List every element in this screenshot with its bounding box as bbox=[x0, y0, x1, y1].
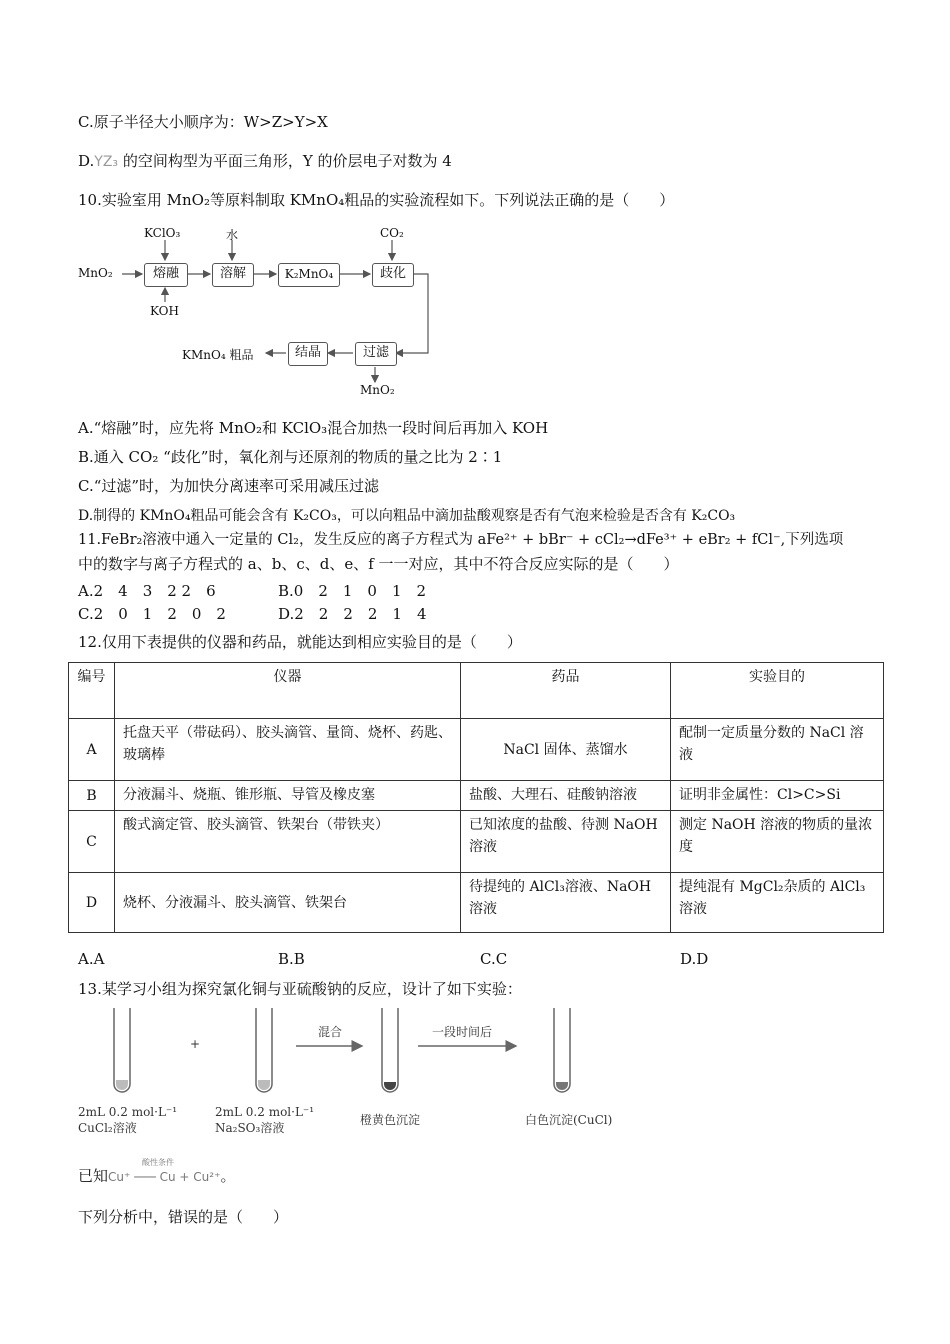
q10-option-c: C.“过滤”时，为加快分离速率可采用减压过滤 bbox=[78, 477, 380, 495]
row-id: C bbox=[69, 811, 115, 873]
row-instrument: 分液漏斗、烧瓶、锥形瓶、导管及橡皮塞 bbox=[115, 781, 461, 811]
known-equation: Cu⁺ ─── Cu + Cu²⁺ bbox=[108, 1170, 221, 1184]
tube1-label-line2: CuCl₂溶液 bbox=[78, 1121, 137, 1135]
row-instrument: 托盘天平（带砝码）、胶头滴管、量筒、烧杯、药匙、玻璃棒 bbox=[115, 719, 461, 781]
plus-sign: + bbox=[190, 1037, 201, 1051]
q11-stem-line2: 中的数字与离子方程式的 a、b、c、d、e、f 一一对应，其中不符合反应实际的是（ ） bbox=[78, 555, 679, 573]
header-id: 编号 bbox=[69, 663, 115, 719]
tube3-label: 橙黄色沉淀 bbox=[360, 1113, 421, 1127]
q10-stem: 10.实验室用 MnO₂等原料制取 KMnO₄粗品的实验流程如下。下列说法正确的是（ ） bbox=[78, 191, 675, 209]
q13-stem: 13.某学习小组为探究氯化铜与亚硫酸钠的反应，设计了如下实验： bbox=[78, 980, 522, 998]
q9-option-c: C.原子半径大小顺序为：W>Z>Y>X bbox=[78, 113, 328, 131]
row-instrument: 酸式滴定管、胶头滴管、铁架台（带铁夹） bbox=[115, 811, 461, 873]
row-purpose: 证明非金属性：Cl>C>Si bbox=[671, 781, 884, 811]
flow-product: KMnO₄ 粗品 bbox=[182, 348, 254, 362]
known-end: 。 bbox=[220, 1167, 236, 1185]
row-purpose: 配制一定质量分数的 NaCl 溶液 bbox=[671, 719, 884, 781]
row-reagent: 已知浓度的盐酸、待测 NaOH 溶液 bbox=[461, 811, 671, 873]
header-purpose: 实验目的 bbox=[671, 663, 884, 719]
header-instrument: 仪器 bbox=[115, 663, 461, 719]
flow-step-melt: 熔融 bbox=[144, 263, 188, 287]
flow-reagent-co2: CO₂ bbox=[380, 226, 404, 240]
row-reagent: 待提纯的 AlCl₃溶液、NaOH 溶液 bbox=[461, 873, 671, 933]
tube1-label-line1: 2mL 0.2 mol·L⁻¹ bbox=[78, 1105, 178, 1119]
q13-known bbox=[78, 1158, 236, 1187]
header-reagent: 药品 bbox=[461, 663, 671, 719]
q12-table bbox=[68, 662, 884, 933]
q11-option-a: A.2 4 3 2 2 6 bbox=[78, 582, 216, 600]
q12-answer-d: D.D bbox=[680, 950, 709, 968]
flow-start-mno2: MnO₂ bbox=[78, 266, 113, 280]
table-row bbox=[69, 719, 884, 781]
row-reagent: 盐酸、大理石、硅酸钠溶液 bbox=[461, 781, 671, 811]
flow-reagent-koh: KOH bbox=[150, 304, 179, 318]
table-row bbox=[69, 873, 884, 933]
row-purpose: 提纯混有 MgCl₂杂质的 AlCl₃溶液 bbox=[671, 873, 884, 933]
flow-step-crystallize: 结晶 bbox=[288, 342, 328, 366]
flow-arrows bbox=[78, 222, 438, 402]
flow-byproduct-mno2: MnO₂ bbox=[360, 383, 395, 397]
test-tubes bbox=[70, 1000, 650, 1100]
q10-option-b: B.通入 CO₂ “歧化”时，氧化剂与还原剂的物质的量之比为 2∶1 bbox=[78, 448, 503, 466]
q9-option-d bbox=[78, 151, 452, 172]
flow-step-filter: 过滤 bbox=[355, 342, 397, 366]
tube2-label-line2: Na₂SO₃溶液 bbox=[215, 1121, 285, 1135]
q10-flowchart bbox=[78, 222, 438, 402]
table-header-row bbox=[69, 663, 884, 719]
q12-answer-c: C.C bbox=[480, 950, 508, 968]
row-id: A bbox=[69, 719, 115, 781]
row-id: B bbox=[69, 781, 115, 811]
q13-experiment-diagram bbox=[70, 1000, 650, 1140]
arrow-label-after-time: 一段时间后 bbox=[432, 1025, 493, 1039]
table-row bbox=[69, 781, 884, 811]
row-purpose: 测定 NaOH 溶液的物质的量浓度 bbox=[671, 811, 884, 873]
table-row bbox=[69, 811, 884, 873]
q9-option-d-prefix: D. bbox=[78, 152, 95, 170]
known-prefix: 已知 bbox=[78, 1167, 109, 1185]
flow-step-dissolve: 溶解 bbox=[212, 263, 254, 287]
q10-option-d: D.制得的 KMnO₄粗品可能会含有 K₂CO₃，可以向粗品中滴加盐酸观察是否有气泡来检验是否含有 K₂CO₃ bbox=[78, 508, 736, 524]
row-id: D bbox=[69, 873, 115, 933]
q10-option-a: A.“熔融”时，应先将 MnO₂和 KClO₃混合加热一段时间后再加入 KOH bbox=[78, 419, 549, 437]
q9-option-d-formula: YZ₃ bbox=[94, 154, 119, 170]
q11-stem-line1: 11.FeBr₂溶液中通入一定量的 Cl₂，发生反应的离子方程式为 aFe²⁺ + bBr⁻ + cCl₂→dFe³⁺ + eBr₂ + fCl⁻,下列选项 bbox=[78, 532, 844, 548]
q9-option-d-text: 的空间构型为平面三角形，Y 的价层电子对数为 4 bbox=[122, 152, 452, 170]
known-condition: 酸性条件 bbox=[142, 1158, 175, 1167]
flow-step-disproportionation: 歧化 bbox=[372, 263, 414, 287]
row-reagent: NaCl 固体、蒸馏水 bbox=[461, 719, 671, 781]
q11-option-c: C.2 0 1 2 0 2 bbox=[78, 605, 226, 623]
row-instrument: 烧杯、分液漏斗、胶头滴管、铁架台 bbox=[115, 873, 461, 933]
flow-reagent-water: 水 bbox=[226, 228, 239, 242]
q13-question: 下列分析中，错误的是（ ） bbox=[78, 1208, 289, 1226]
arrow-label-mix: 混合 bbox=[318, 1025, 343, 1039]
flow-reagent-kclo3: KClO₃ bbox=[144, 226, 181, 240]
tube4-label: 白色沉淀(CuCl) bbox=[525, 1113, 613, 1127]
flow-step-k2mno4: K₂MnO₄ bbox=[278, 263, 340, 287]
tube2-label-line1: 2mL 0.2 mol·L⁻¹ bbox=[215, 1105, 315, 1119]
q12-answer-b: B.B bbox=[278, 950, 305, 968]
q12-answer-a: A.A bbox=[78, 950, 105, 968]
q11-option-b: B.0 2 1 0 1 2 bbox=[278, 582, 427, 600]
q12-stem: 12.仅用下表提供的仪器和药品，就能达到相应实验目的是（ ） bbox=[78, 633, 522, 651]
q11-option-d: D.2 2 2 2 1 4 bbox=[278, 605, 427, 623]
